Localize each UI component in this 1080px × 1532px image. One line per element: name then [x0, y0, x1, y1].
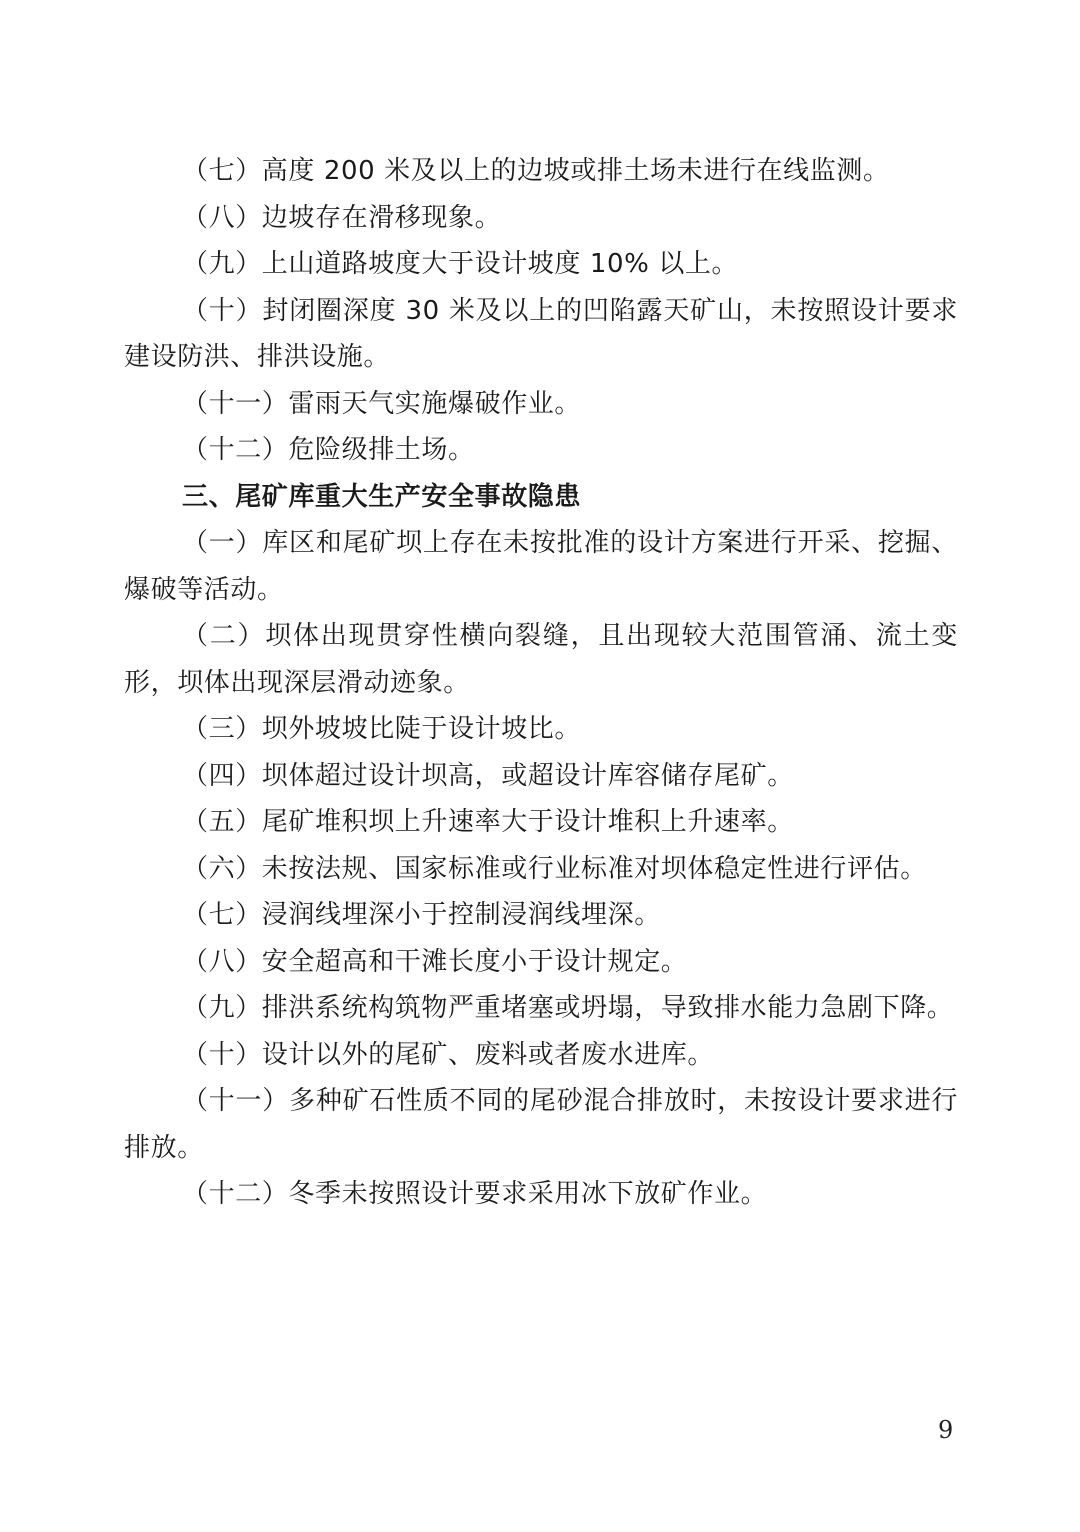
list-item: （八）边坡存在滑移现象。 [182, 202, 502, 233]
list-item: （二）坝体出现贯穿性横向裂缝，且出现较大范围管涌、流土变形，坝体出现深层滑动迹象。 [124, 621, 958, 698]
list-item: （十一）多种矿石性质不同的尾砂混合排放时，未按设计要求进行排放。 [124, 1086, 958, 1163]
list-item: （八）安全超高和干滩长度小于设计规定。 [182, 946, 688, 977]
list-item: （十）封闭圈深度 30 米及以上的凹陷露天矿山，未按照设计要求建设防洪、排洪设施。 [124, 295, 958, 372]
document-body [124, 148, 958, 1218]
list-item: （七）高度 200 米及以上的边坡或排土场未进行在线监测。 [182, 156, 890, 186]
list-item: （三）坝外坡坡比陡于设计坡比。 [182, 714, 582, 744]
list-item: （五）尾矿堆积坝上升速率大于设计堆积上升速率。 [182, 807, 794, 837]
list-item: （四）坝体超过设计坝高，或超设计库容储存尾矿。 [182, 760, 794, 791]
list-item: （十一）雷雨天气实施爆破作业。 [182, 388, 582, 419]
list-item: （十）设计以外的尾矿、废料或者废水进库。 [182, 1039, 715, 1070]
list-item: （七）浸润线埋深小于控制浸润线埋深。 [182, 900, 661, 930]
section-heading: 三、尾矿库重大生产安全事故隐患 [182, 481, 582, 512]
list-item: （十二）危险级排土场。 [182, 435, 475, 465]
list-item: （九）排洪系统构筑物严重堵塞或坍塌，导致排水能力急剧下降。 [182, 993, 954, 1023]
list-item: （九）上山道路坡度大于设计坡度 10% 以上。 [182, 249, 739, 279]
page-number: 9 [938, 1416, 954, 1444]
list-item: （一）库区和尾矿坝上存在未按批准的设计方案进行开采、挖掘、爆破等活动。 [124, 528, 958, 605]
list-item: （十二）冬季未按照设计要求采用冰下放矿作业。 [182, 1179, 768, 1209]
list-item: （六）未按法规、国家标准或行业标准对坝体稳定性进行评估。 [182, 853, 927, 884]
